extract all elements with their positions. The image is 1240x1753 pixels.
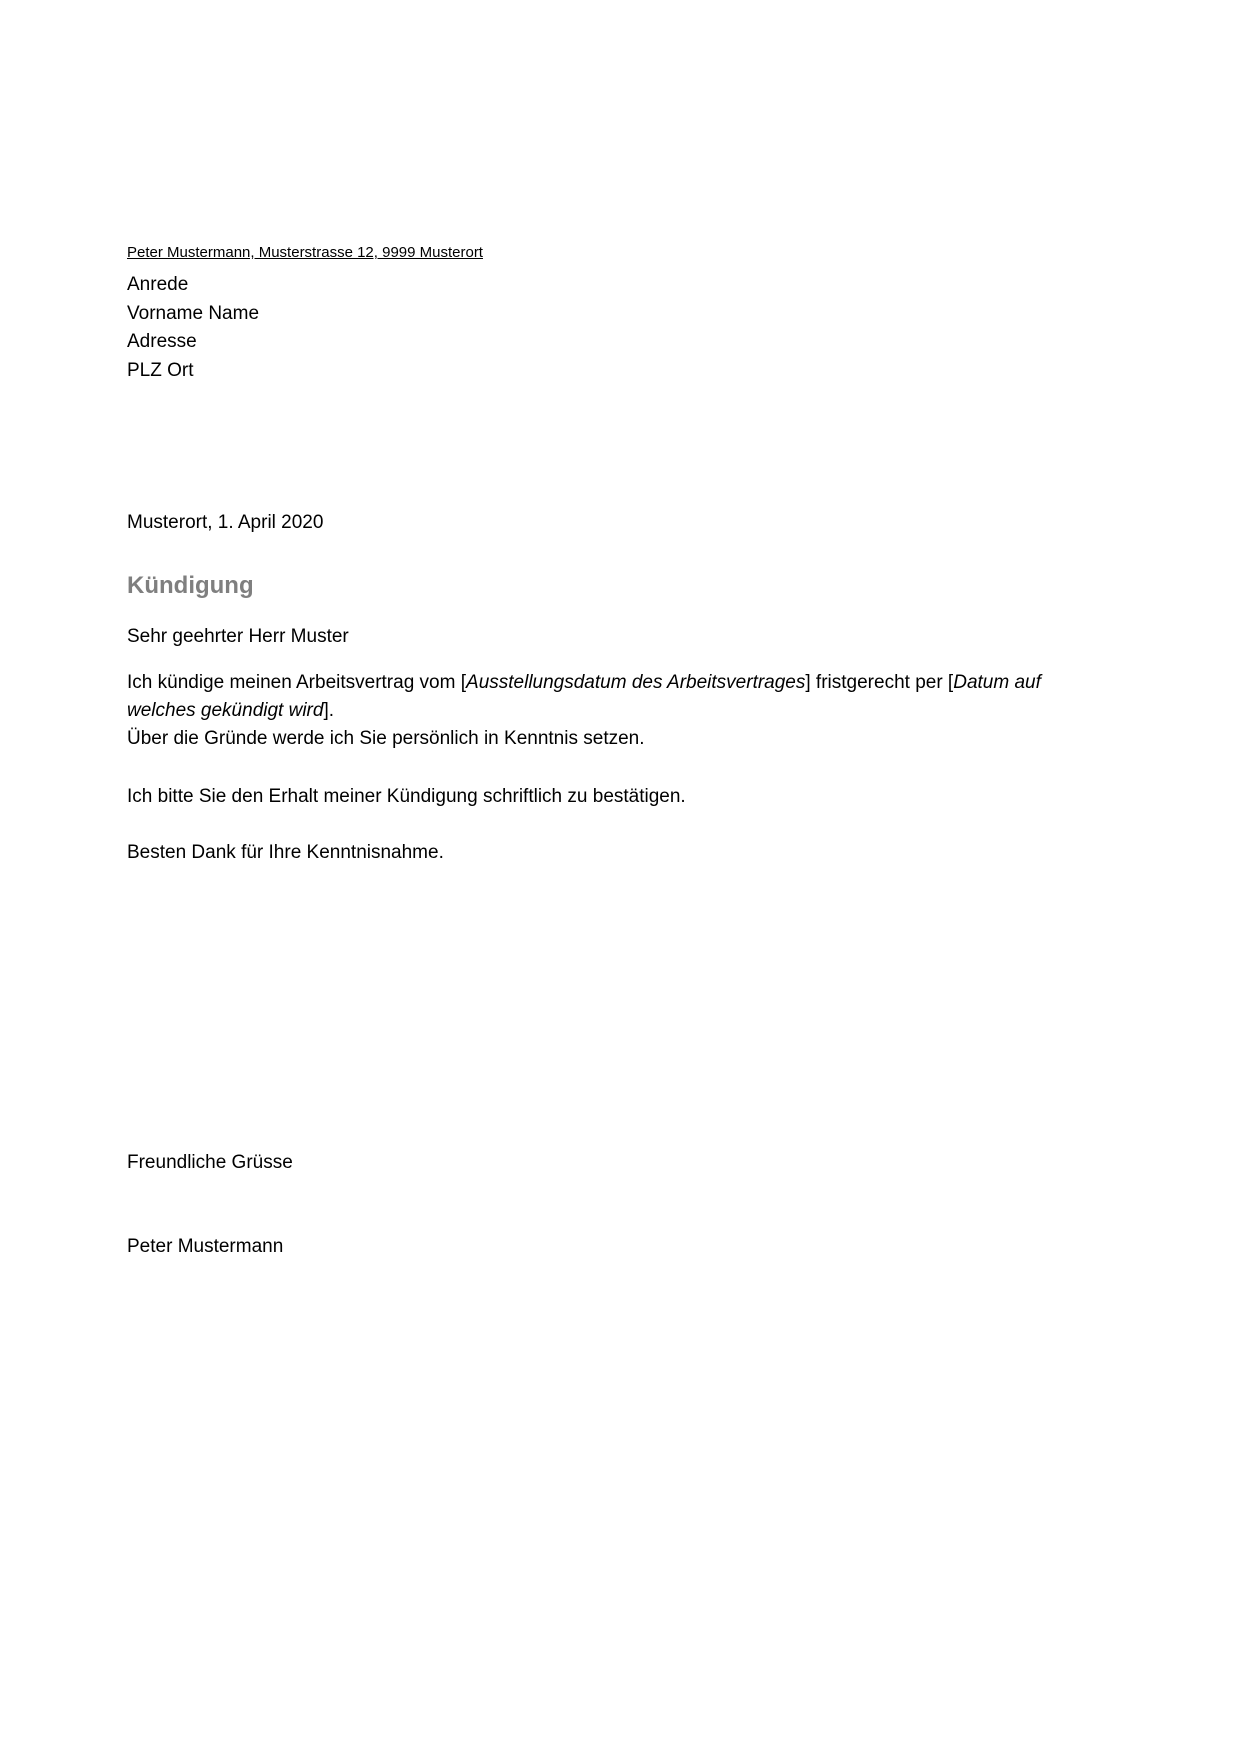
recipient-address-block: [127, 271, 1112, 385]
recipient-name-line: Vorname Name: [127, 302, 260, 324]
signature-name: Peter Mustermann: [127, 1236, 284, 1257]
salutation: Sehr geehrter Herr Muster: [127, 626, 349, 647]
recipient-city-line: PLZ Ort: [127, 359, 194, 381]
recipient-salutation-line: Anrede: [127, 274, 189, 295]
body-paragraph-3: Besten Dank für Ihre Kenntnisnahme.: [127, 842, 444, 863]
place-and-date: Musterort, 1. April 2020: [127, 512, 324, 533]
body-paragraph-2: Ich bitte Sie den Erhalt meiner Kündigung schriftlich zu bestätigen.: [127, 786, 686, 807]
closing-phrase: Freundliche Grüsse: [127, 1152, 293, 1173]
recipient-street-line: Adresse: [127, 331, 197, 352]
letter-title: Kündigung: [127, 572, 254, 599]
sender-address-line: Peter Mustermann, Musterstrasse 12, 9999 Musterort: [127, 244, 483, 261]
body-paragraph-1: Ich kündige meinen Arbeitsvertrag vom [Ausstellungsdatum des Arbeitsvertrages] fristgerecht per [Datum auf welches gekündigt wird]. Über die Gründe werde ich Sie persönlich in Kenntnis setzen.: [127, 672, 1041, 749]
